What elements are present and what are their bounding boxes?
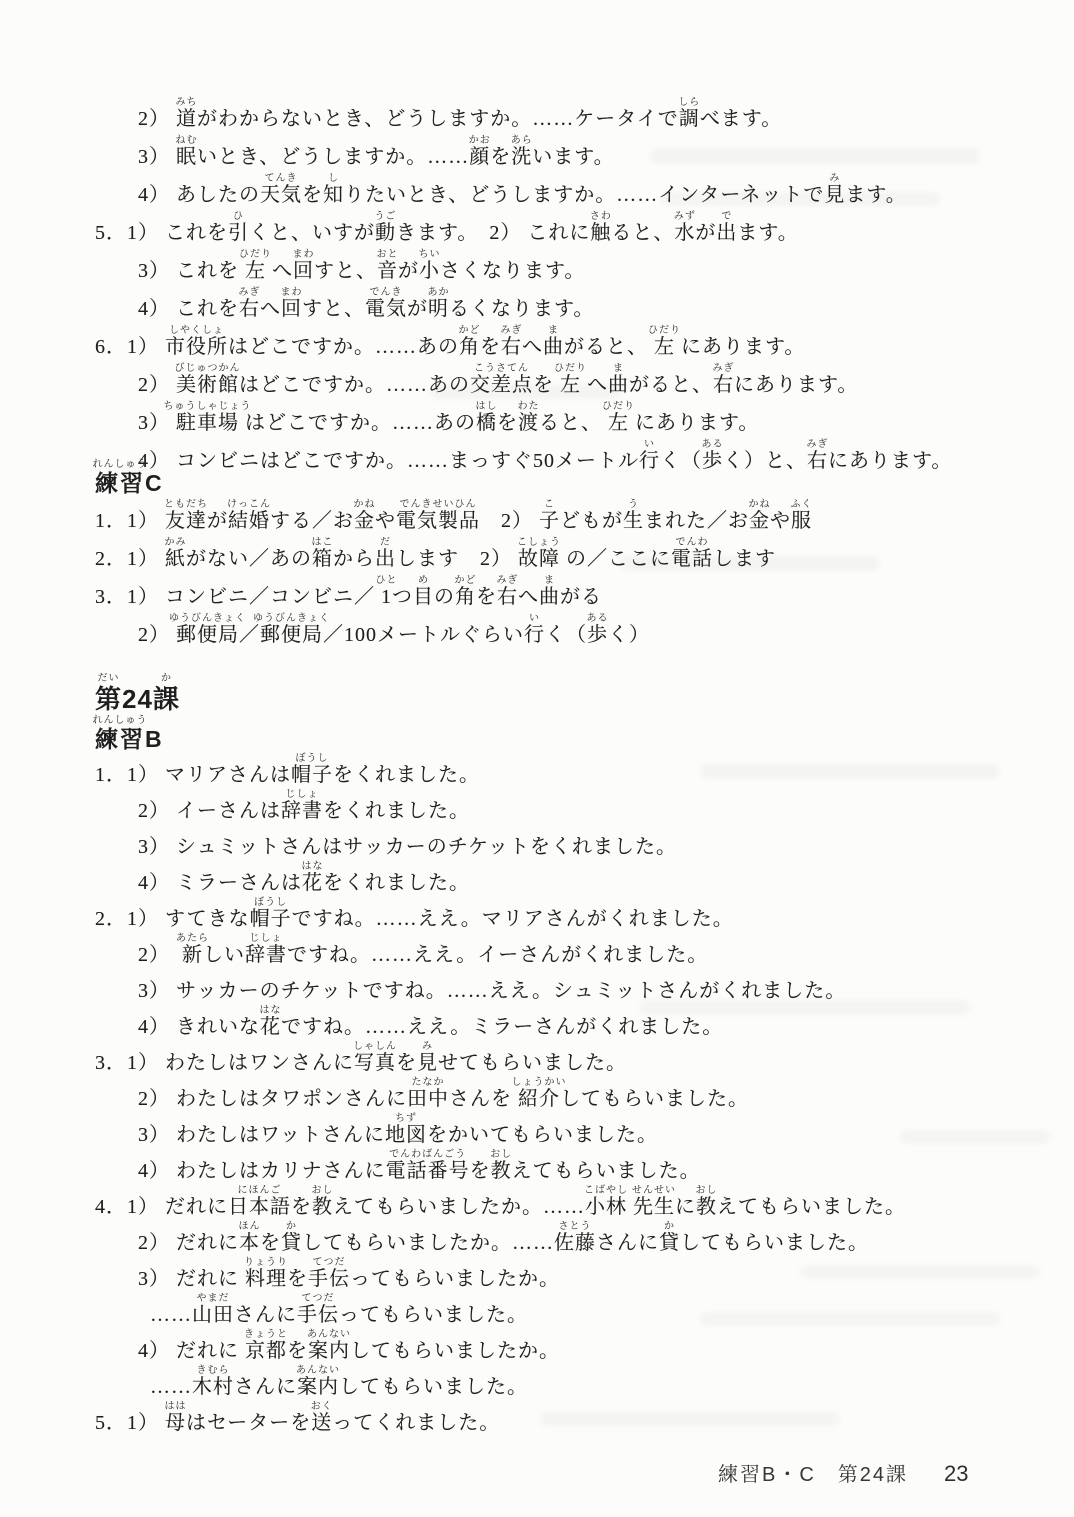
furigana: しょうかい bbox=[511, 1077, 567, 1088]
furigana: あたら bbox=[176, 933, 209, 944]
furigana: し bbox=[328, 173, 339, 184]
ruby-word: てつだ 手伝 bbox=[297, 1293, 339, 1326]
furigana: ま bbox=[544, 575, 555, 586]
ruby-word: みぎ 右 bbox=[712, 363, 735, 396]
ruby-word: ひだり 左 bbox=[554, 363, 587, 396]
furigana: みぎ bbox=[496, 575, 519, 586]
furigana: はな bbox=[259, 1005, 282, 1016]
furigana: だ bbox=[380, 537, 391, 548]
ruby-word: ひ 引 bbox=[228, 211, 249, 244]
furigana: でんき bbox=[369, 287, 403, 298]
ruby-word: てんき 天気 bbox=[260, 173, 302, 206]
furigana: あか bbox=[427, 287, 450, 298]
furigana: かお bbox=[468, 135, 491, 146]
ruby-word: きょうと 京都 bbox=[244, 1329, 288, 1362]
ruby-word: ぼうし 帽子 bbox=[291, 753, 333, 786]
text-line: 3．1） コンビニ／コンビニ／ ひと 1つ め 目の かど 角を みぎ 右へ ま 曲がる bbox=[95, 575, 602, 608]
text-line: 2） ゆうびんきょく 郵便局／ ゆうびんきょく 郵便局／100メートルぐらい い 行く（ ある 歩く） bbox=[138, 613, 650, 646]
text-line: 2） わたしはタワポンさんに たなか 田中さんを しょうかい 紹介してもらいました。 bbox=[138, 1077, 749, 1110]
furigana: しゃしん bbox=[353, 1041, 397, 1052]
ruby-word: でんわばんごう 電話番号 bbox=[385, 1149, 470, 1182]
ruby-word: けっこん 結婚 bbox=[227, 499, 271, 532]
ruby-word: おと 音 bbox=[376, 249, 399, 282]
furigana: みず bbox=[673, 211, 696, 222]
ruby-word: りょうり 料理 bbox=[244, 1257, 288, 1290]
furigana: でんきせいひん bbox=[399, 499, 477, 510]
furigana: ひと bbox=[375, 575, 398, 586]
ruby-word: かね 金 bbox=[353, 499, 376, 532]
ruby-word: はな 花 bbox=[301, 861, 324, 894]
furigana: ゆうびんきょく bbox=[169, 613, 246, 624]
furigana: てんき bbox=[264, 173, 298, 184]
ruby-word: さわ 触 bbox=[589, 211, 612, 244]
ruby-word: わた 渡 bbox=[517, 401, 540, 434]
ruby-word: しら 調 bbox=[678, 97, 701, 130]
ruby-word: あたら 新 bbox=[176, 933, 209, 966]
ruby-word: おし 教 bbox=[490, 1149, 513, 1182]
furigana: れんしゅう bbox=[92, 715, 148, 726]
ruby-word: ちゅうしゃじょう 駐車場 bbox=[163, 401, 252, 434]
furigana: ま bbox=[613, 363, 624, 374]
furigana: ある bbox=[586, 613, 609, 624]
ruby-word: みず 水 bbox=[673, 211, 696, 244]
ruby-word: かど 角 bbox=[458, 325, 481, 358]
furigana: い bbox=[529, 613, 540, 624]
text-line: 4） ミラーさんは はな 花をくれました。 bbox=[138, 861, 470, 894]
furigana: しら bbox=[678, 97, 701, 108]
furigana: ひだり bbox=[648, 325, 681, 336]
ruby-word: ある 歩 bbox=[701, 439, 724, 472]
ruby-word: はこ 箱 bbox=[311, 537, 334, 570]
ruby-word: にほんご 日本語 bbox=[228, 1185, 291, 1218]
furigana: りょうり bbox=[244, 1257, 288, 1268]
ruby-word: ちい 小 bbox=[418, 249, 441, 282]
text-line: 5．1） これを ひ 引くと、いすが うご 動きます。 2） これに さわ 触ると、 みず 水が で 出ます。 bbox=[95, 211, 799, 244]
ruby-word: あんない 案内 bbox=[296, 1365, 340, 1398]
ruby-word: かね 金 bbox=[748, 499, 771, 532]
heading-renshu-c: れんしゅう 練習C bbox=[92, 459, 164, 496]
furigana: こばやし bbox=[584, 1185, 628, 1196]
furigana: ともだち bbox=[164, 499, 208, 510]
furigana: うご bbox=[374, 211, 397, 222]
furigana: たなか bbox=[411, 1077, 445, 1088]
ruby-word: てつだ 手伝 bbox=[308, 1257, 350, 1290]
ruby-word: ま 曲 bbox=[539, 575, 560, 608]
furigana: じしょ bbox=[249, 933, 283, 944]
ruby-word: み 見 bbox=[824, 173, 846, 206]
text-line: 4） これを みぎ 右へ まわ 回すと、 でんき 電気が あか 明るくなります。 bbox=[138, 287, 595, 320]
ruby-word: でんわ 電話 bbox=[671, 537, 713, 570]
footer-section-label: 練習B・C 第24課 bbox=[718, 1464, 909, 1486]
furigana: ある bbox=[701, 439, 724, 450]
furigana: か bbox=[286, 1221, 297, 1232]
furigana: きむら bbox=[196, 1365, 230, 1376]
furigana: ゆうびんきょく bbox=[253, 613, 330, 624]
ruby-word: みぎ 右 bbox=[806, 439, 829, 472]
text-line: 2） だれに ほん 本を か 貸してもらいましたか。…… さとう 佐藤さんに か 貸してもらいました。 bbox=[138, 1221, 869, 1254]
ruby-word: ひと 1 bbox=[375, 575, 398, 608]
furigana: か bbox=[664, 1221, 675, 1232]
furigana: はし bbox=[475, 401, 498, 412]
ruby-word: い 行 bbox=[639, 439, 660, 472]
furigana: おし bbox=[695, 1185, 718, 1196]
ruby-word: あか 明 bbox=[427, 287, 450, 320]
ruby-word: ま 曲 bbox=[608, 363, 629, 396]
ruby-word: ねむ 眠 bbox=[175, 135, 198, 168]
furigana: はな bbox=[301, 861, 324, 872]
ruby-word: しやくしょ 市役所 bbox=[165, 325, 228, 358]
furigana: かね bbox=[353, 499, 376, 510]
furigana: けっこん bbox=[227, 499, 271, 510]
furigana: ま bbox=[548, 325, 559, 336]
furigana: さとう bbox=[558, 1221, 592, 1232]
text-line: 3） サッカーのチケットですね。……ええ。シュミットさんがくれました。 bbox=[138, 980, 847, 1002]
ruby-word: ゆうびんきょく 郵便局 bbox=[253, 613, 330, 646]
text-line: 4） きれいな はな 花ですね。……ええ。ミラーさんがくれました。 bbox=[138, 1005, 724, 1038]
furigana: かど bbox=[454, 575, 477, 586]
text-line: 4） だれに きょうと 京都を あんない 案内してもらいましたか。 bbox=[138, 1329, 560, 1362]
text-line: 2） みち 道がわからないとき、どうしますか。……ケータイで しら 調べます。 bbox=[138, 97, 783, 130]
ruby-word: う 生 bbox=[623, 499, 644, 532]
ruby-word: みぎ 右 bbox=[500, 325, 523, 358]
ruby-word: ほん 本 bbox=[238, 1221, 261, 1254]
ruby-word: みち 道 bbox=[175, 97, 198, 130]
ruby-word: じしょ 辞書 bbox=[245, 933, 287, 966]
ruby-word: こばやし 小林 bbox=[584, 1185, 628, 1218]
furigana: まわ bbox=[280, 287, 303, 298]
furigana: てつだ bbox=[301, 1293, 335, 1304]
text-line: 1．1） ともだち 友達が けっこん 結婚する／お かね 金や でんきせいひん 電気製品 2） こ 子どもが う 生まれた／お かね 金や ふく 服 bbox=[95, 499, 813, 532]
ruby-word: こ 子 bbox=[539, 499, 560, 532]
ruby-word: れんしゅう 練習 bbox=[92, 715, 148, 752]
furigana: まわ bbox=[292, 249, 315, 260]
furigana: みぎ bbox=[500, 325, 523, 336]
ruby-word: やまだ 山田 bbox=[192, 1293, 234, 1326]
ruby-word: しゃしん 写真 bbox=[353, 1041, 397, 1074]
ruby-word: こしょう 故障 bbox=[517, 537, 561, 570]
ruby-word: ある 歩 bbox=[586, 613, 609, 646]
ruby-word: はな 花 bbox=[259, 1005, 282, 1038]
furigana: あんない bbox=[307, 1329, 351, 1340]
text-line: 3） ちゅうしゃじょう 駐車場 はどこですか。……あの はし 橋を わた 渡ると、 ひだり 左 にあります。 bbox=[138, 401, 760, 434]
furigana: ちゅうしゃじょう bbox=[163, 401, 252, 412]
furigana: こ bbox=[544, 499, 555, 510]
ruby-word: まわ 回 bbox=[292, 249, 315, 282]
furigana: にほんご bbox=[237, 1185, 282, 1196]
furigana: みぎ bbox=[238, 287, 261, 298]
furigana: ひだり bbox=[602, 401, 635, 412]
ruby-word: か 課 bbox=[152, 673, 180, 714]
ruby-word: たなか 田中 bbox=[407, 1077, 449, 1110]
ruby-word: みぎ 右 bbox=[496, 575, 519, 608]
text-line: 2） あたら 新しい じしょ 辞書ですね。……ええ。イーさんがくれました。 bbox=[138, 933, 709, 966]
text-line: 4） わたしはカリナさんに でんわばんごう 電話番号を おし 教えてもらいました。 bbox=[138, 1149, 701, 1182]
furigana: おし bbox=[490, 1149, 513, 1160]
ruby-word: ゆうびんきょく 郵便局 bbox=[169, 613, 246, 646]
ruby-word: びじゅつかん 美術館 bbox=[174, 363, 241, 396]
ruby-word: はは 母 bbox=[164, 1401, 187, 1434]
furigana: おと bbox=[376, 249, 399, 260]
furigana: かね bbox=[748, 499, 771, 510]
furigana: か bbox=[160, 673, 172, 684]
ruby-word: だ 出 bbox=[375, 537, 396, 570]
furigana: せんせい bbox=[632, 1185, 676, 1196]
furigana: み bbox=[422, 1041, 433, 1052]
furigana: はこ bbox=[311, 537, 334, 548]
text-line: 2．1） すてきな ぼうし 帽子ですね。……ええ。マリアさんがくれました。 bbox=[95, 897, 734, 930]
ruby-word: い 行 bbox=[524, 613, 545, 646]
ruby-word: こうさてん 交差点 bbox=[470, 363, 533, 396]
ruby-word: ちず 地図 bbox=[385, 1113, 427, 1146]
ruby-word: うご 動 bbox=[374, 211, 397, 244]
text-line: …… やまだ 山田さんに てつだ 手伝ってもらいました。 bbox=[150, 1293, 528, 1326]
furigana: ほん bbox=[238, 1221, 261, 1232]
text-line: 4） コンビニはどこですか。……まっすぐ50メートル い 行く（ ある 歩く）と、 みぎ 右にあります。 bbox=[138, 439, 953, 472]
text-line: 4．1） だれに にほんご 日本語を おし 教えてもらいましたか。…… こばやし 小林 せんせい 先生に おし 教えてもらいました。 bbox=[95, 1185, 906, 1218]
ruby-word: ひだり 左 bbox=[648, 325, 681, 358]
ruby-word: でんき 電気 bbox=[365, 287, 407, 320]
ruby-word: はし 橋 bbox=[475, 401, 498, 434]
furigana: おく bbox=[310, 1401, 333, 1412]
ruby-word: ひだり 左 bbox=[239, 249, 272, 282]
ruby-word: あら 洗 bbox=[510, 135, 533, 168]
text-line: 3） ねむ 眠いとき、どうしますか。…… かお 顔を あら 洗います。 bbox=[138, 135, 615, 168]
furigana: てつだ bbox=[312, 1257, 346, 1268]
furigana: みぎ bbox=[712, 363, 735, 374]
ruby-word: でんきせいひん 電気製品 bbox=[396, 499, 480, 532]
furigana: おし bbox=[311, 1185, 334, 1196]
ruby-word: ぼうし 帽子 bbox=[249, 897, 292, 930]
furigana: でんわ bbox=[675, 537, 709, 548]
text-line: 3） だれに りょうり 料理を てつだ 手伝ってもらいましたか。 bbox=[138, 1257, 560, 1290]
text-line: 3．1） わたしはワンさんに しゃしん 写真を み 見せてもらいました。 bbox=[95, 1041, 627, 1074]
ruby-word: かみ 紙 bbox=[164, 537, 187, 570]
furigana: かみ bbox=[164, 537, 187, 548]
text-line: 2） びじゅつかん 美術館はどこですか。……あの こうさてん 交差点を ひだり 左 へ ま 曲がると、 みぎ 右にあります。 bbox=[138, 363, 859, 396]
ruby-word: み 見 bbox=[417, 1041, 438, 1074]
heading-lesson-24: だい 第24 か 課 bbox=[95, 673, 180, 714]
ruby-word: かど 角 bbox=[454, 575, 477, 608]
text-line: 3） これを ひだり 左 へ まわ 回すと、 おと 音が ちい 小さくなります。 bbox=[138, 249, 586, 282]
furigana: あんない bbox=[296, 1365, 340, 1376]
furigana: ねむ bbox=[175, 135, 198, 146]
text-line: 2） イーさんは じしょ 辞書をくれました。 bbox=[138, 789, 470, 822]
text-line: 3） わたしはワットさんに ちず 地図をかいてもらいました。 bbox=[138, 1113, 658, 1146]
furigana: ちず bbox=[395, 1113, 417, 1124]
ruby-word: で 出 bbox=[716, 211, 738, 244]
furigana: でんわばんごう bbox=[389, 1149, 467, 1160]
furigana: だい bbox=[97, 673, 120, 684]
ruby-word: きむら 木村 bbox=[192, 1365, 234, 1398]
furigana: ひだり bbox=[554, 363, 587, 374]
furigana: はは bbox=[164, 1401, 187, 1412]
furigana: きょうと bbox=[244, 1329, 288, 1340]
ruby-word: おし 教 bbox=[311, 1185, 334, 1218]
ruby-word: まわ 回 bbox=[280, 287, 303, 320]
furigana: こうさてん bbox=[474, 363, 529, 374]
furigana: ふく bbox=[790, 499, 813, 510]
ruby-word: ひだり 左 bbox=[602, 401, 635, 434]
furigana: れんしゅう bbox=[92, 459, 148, 470]
text-line: 1．1） マリアさんは ぼうし 帽子をくれました。 bbox=[95, 753, 480, 786]
furigana: ひだり bbox=[239, 249, 272, 260]
furigana: こしょう bbox=[517, 537, 561, 548]
furigana: う bbox=[628, 499, 639, 510]
furigana: い bbox=[644, 439, 655, 450]
furigana: ひ bbox=[233, 211, 244, 222]
page-footer bbox=[718, 1458, 969, 1487]
furigana: ぼうし bbox=[295, 753, 329, 764]
document-content bbox=[92, 96, 1054, 1438]
text-line: 5．1） はは 母はセーターを おく 送ってくれました。 bbox=[95, 1401, 501, 1434]
furigana: み bbox=[829, 173, 841, 184]
furigana: かど bbox=[458, 325, 481, 336]
ruby-word: ともだち 友達 bbox=[164, 499, 208, 532]
ruby-word: あんない 案内 bbox=[307, 1329, 351, 1362]
furigana: ちい bbox=[418, 249, 441, 260]
text-line: 4） あしたの てんき 天気を し 知りたいとき、どうしますか。……インターネットで み 見ます。 bbox=[138, 173, 907, 206]
furigana: で bbox=[721, 211, 733, 222]
furigana: さわ bbox=[589, 211, 612, 222]
furigana: しやくしょ bbox=[169, 325, 224, 336]
text-line: 2．1） かみ 紙がない／あの はこ 箱から だ 出します 2） こしょう 故障 の／ここに でんわ 電話します bbox=[95, 537, 776, 570]
furigana: め bbox=[418, 575, 429, 586]
ruby-word: か 貸 bbox=[659, 1221, 680, 1254]
ruby-word: ま 曲 bbox=[543, 325, 564, 358]
furigana: みぎ bbox=[806, 439, 829, 450]
ruby-word: か 貸 bbox=[281, 1221, 302, 1254]
ruby-word: しょうかい 紹介 bbox=[511, 1077, 567, 1110]
furigana: ぼうし bbox=[254, 897, 288, 908]
furigana: みち bbox=[175, 97, 198, 108]
ruby-word: おく 送 bbox=[310, 1401, 333, 1434]
furigana: びじゅつかん bbox=[174, 363, 241, 374]
page-number: 23 bbox=[944, 1461, 969, 1486]
ruby-word: め 目 bbox=[413, 575, 434, 608]
ruby-word: し 知 bbox=[323, 173, 344, 206]
furigana: わた bbox=[517, 401, 540, 412]
ruby-word: れんしゅう 練習 bbox=[92, 459, 148, 496]
ruby-word: じしょ 辞書 bbox=[281, 789, 323, 822]
furigana: やまだ bbox=[196, 1293, 230, 1304]
furigana: じしょ bbox=[285, 789, 319, 800]
text-line: …… きむら 木村さんに あんない 案内してもらいました。 bbox=[150, 1365, 528, 1398]
text-line: 6．1） しやくしょ 市役所はどこですか。……あの かど 角を みぎ 右へ ま 曲がると、 ひだり 左 にあります。 bbox=[95, 325, 806, 358]
ruby-word: みぎ 右 bbox=[238, 287, 261, 320]
ruby-word: さとう 佐藤 bbox=[554, 1221, 596, 1254]
heading-renshu-b: れんしゅう 練習B bbox=[92, 715, 164, 752]
ruby-word: せんせい 先生 bbox=[632, 1185, 676, 1218]
text-line: 3） シュミットさんはサッカーのチケットをくれました。 bbox=[138, 836, 677, 858]
ruby-word: かお 顔 bbox=[468, 135, 491, 168]
ruby-word: おし 教 bbox=[695, 1185, 718, 1218]
ruby-word: だい 第 bbox=[95, 673, 123, 714]
ruby-word: ふく 服 bbox=[790, 499, 813, 532]
furigana: あら bbox=[510, 135, 533, 146]
